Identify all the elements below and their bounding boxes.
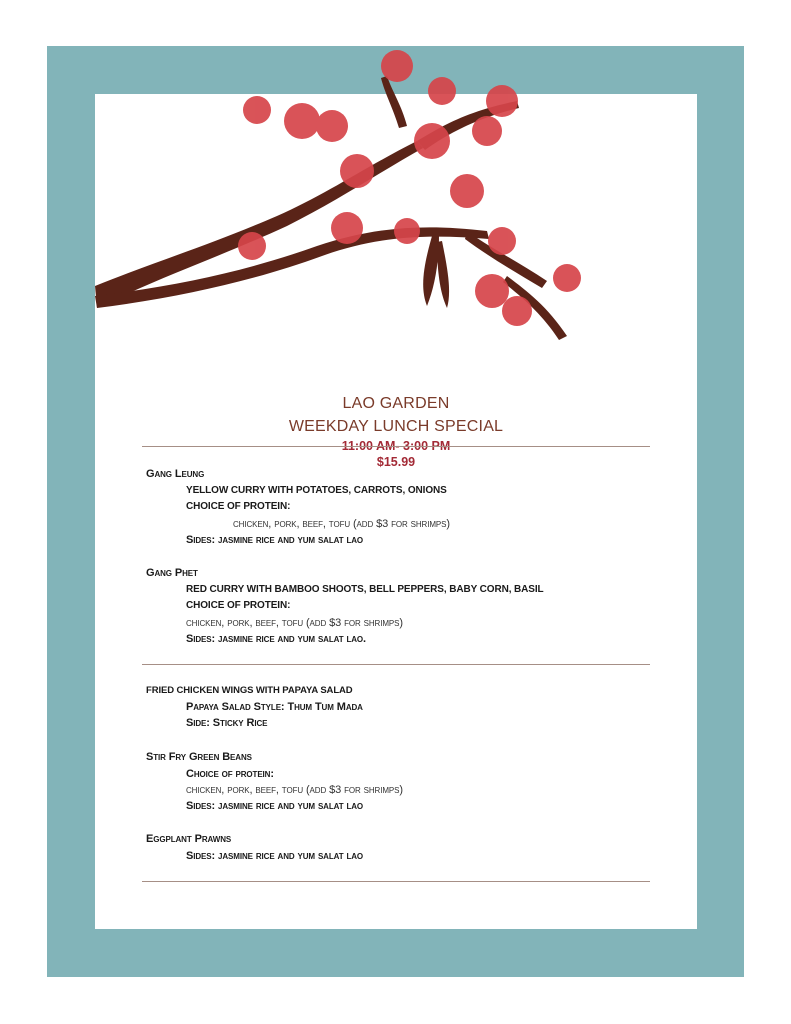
menu-item-eggplant-prawns <box>146 831 666 864</box>
menu-section-curries <box>146 466 666 664</box>
menu-item-gang-leung <box>146 466 666 548</box>
protein-options: chicken, pork, beef, tofu (add $3 for shrimps) <box>233 517 450 530</box>
teal-border-frame <box>47 46 744 977</box>
item-name: Stir Fry Green Beans <box>146 750 252 763</box>
protein-label: Choice of protein: <box>186 767 274 780</box>
protein-label: CHOICE OF PROTEIN: <box>186 600 291 612</box>
item-sides: Sides: jasmine rice and yum salat lao <box>186 800 364 813</box>
item-side: Side: Sticky Rice <box>186 717 268 730</box>
protein-options: chicken, pork, beef, tofu (add $3 for shrimps) <box>186 783 403 796</box>
menu-panel <box>95 94 697 929</box>
protein-label: CHOICE OF PROTEIN: <box>186 501 291 513</box>
item-sides: Sides: jasmine rice and yum salat lao <box>186 533 364 546</box>
item-name: Eggplant Prawns <box>146 833 232 846</box>
menu-header <box>95 392 697 470</box>
protein-options: chicken, pork, beef, tofu (add $3 for shrimps) <box>186 616 403 629</box>
divider-top <box>142 446 650 447</box>
item-name: Gang Phet <box>146 567 198 580</box>
menu-item-green-beans <box>146 749 666 815</box>
divider-bottom <box>142 881 650 882</box>
restaurant-name: LAO GARDEN <box>342 395 450 412</box>
item-sides: Sides: jasmine rice and yum salat lao <box>186 850 364 863</box>
menu-item-gang-phet <box>146 565 666 647</box>
lunch-price: $15.99 <box>376 455 416 469</box>
divider-middle <box>142 664 650 665</box>
menu-section-others <box>146 682 666 882</box>
item-description: YELLOW CURRY WITH POTATOES, CARROTS, ONIONS <box>186 485 447 496</box>
salad-style: Papaya Salad Style: Thum Tum Mada <box>186 701 363 713</box>
item-name: Gang Leung <box>146 468 205 480</box>
menu-subtitle: WEEKDAY LUNCH SPECIAL <box>288 418 504 435</box>
menu-item-chicken-wings <box>146 682 666 732</box>
lunch-hours: 11:00 AM- 3:00 PM <box>341 439 451 453</box>
item-sides: Sides: jasmine rice and yum salat lao. <box>186 633 367 646</box>
item-name: FRIED CHICKEN WINGS WITH PAPAYA SALAD <box>146 685 353 696</box>
item-description: RED CURRY WITH BAMBOO SHOOTS, BELL PEPPERS, BABY CORN, BASIL <box>186 584 544 596</box>
